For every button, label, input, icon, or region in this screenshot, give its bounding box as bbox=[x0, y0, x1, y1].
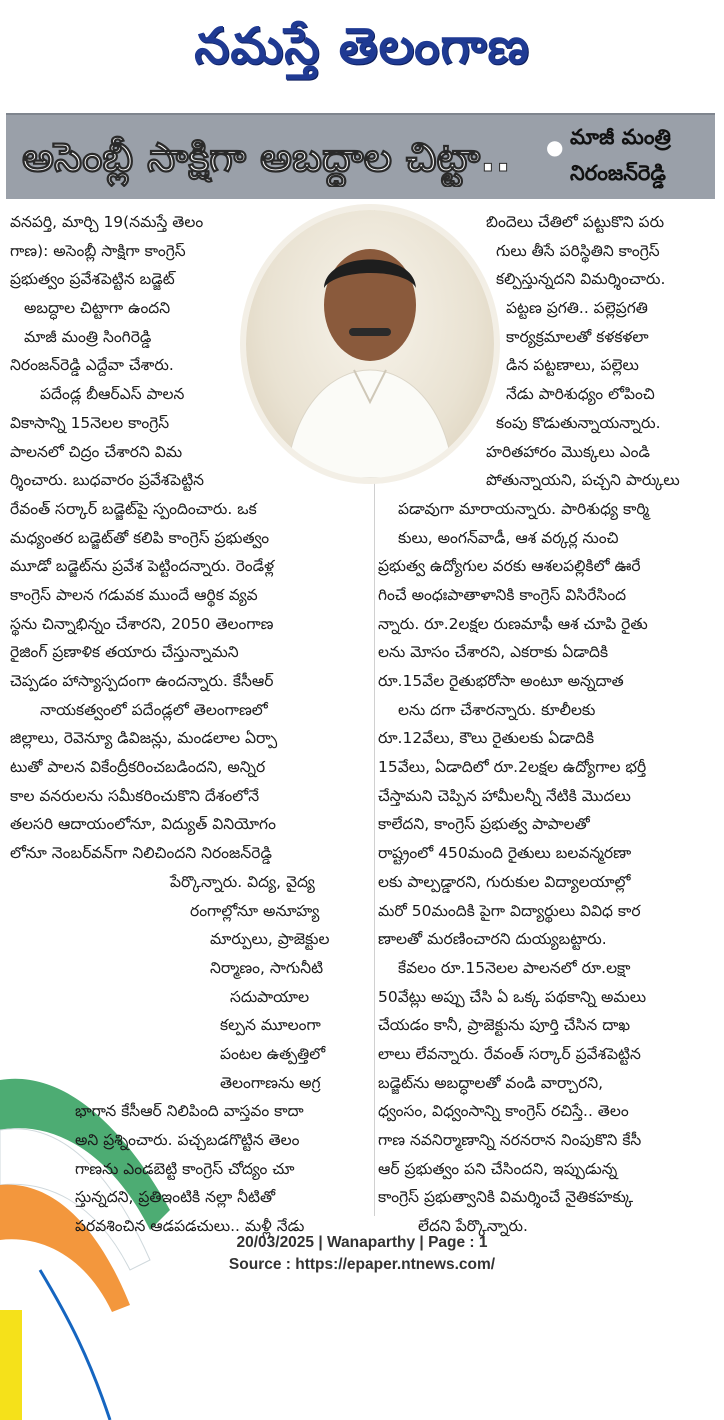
text-line: కులు, అంగన్‌వాడీ, ఆశ వర్కర్ల నుంచి bbox=[398, 528, 619, 547]
text-line: ణాలతో మరణించారని దుయ్యబట్టారు. bbox=[378, 930, 607, 949]
text-line: పంటల ఉత్పత్తిలో bbox=[220, 1044, 326, 1063]
text-line: కాంగ్రెస్ పాలన గడువక ముందే ఆర్థిక వ్యవ bbox=[10, 585, 258, 604]
text-line: రైజింగ్ ప్రణాళిక తయారు చేస్తున్నామని bbox=[10, 643, 239, 662]
text-line: కార్యక్రమాలతో కళకళలా bbox=[506, 327, 649, 346]
text-line: స్థను చిన్నాభిన్నం చేశారని, 2050 తెలంగాణ bbox=[10, 614, 274, 633]
text-line: బిందెలు చేతిలో పట్టుకొని పరు bbox=[486, 213, 665, 231]
text-line: లను దగా చేశారన్నారు. కూలీలకు bbox=[398, 700, 596, 719]
text-line: గాణ): అసెంబ్లీ సాక్షిగా కాంగ్రెస్ bbox=[10, 241, 186, 260]
text-line: వికాసాన్ని 15నెలల కాంగ్రెస్ bbox=[10, 413, 170, 432]
text-line: రాష్ట్రంలో 450మంది రైతులు బలవన్మరణా bbox=[378, 844, 632, 863]
text-line: పరవశించిన ఆడపడచులు.. మళ్లీ నేడు bbox=[75, 1217, 305, 1236]
article-body bbox=[0, 200, 724, 1236]
text-line: మరో 50మందికి పైగా విద్యార్థులు వివిధ కార bbox=[378, 901, 641, 920]
text-line: డిన పట్టణాలు, పల్లెలు bbox=[506, 356, 639, 375]
text-line: మూడో బడ్జెట్‌ను ప్రవేశ పెట్టిందన్నారు. రెండేళ్ల bbox=[10, 557, 275, 576]
text-line: చేస్తామని చెప్పిన హామీలన్నీ నేటికి మొదలు bbox=[378, 786, 631, 805]
text-line: తలసరి ఆదాయంలోనూ, విద్యుత్ వినియోగం bbox=[10, 815, 276, 834]
text-line: సదుపాయాల bbox=[230, 987, 310, 1006]
headline-bar bbox=[6, 113, 715, 199]
text-line: గించే అంధఃపాతాళానికి కాంగ్రెస్ విసిరేసింద bbox=[378, 585, 627, 604]
text-line: పోతున్నాయని, పచ్చని పార్కులు bbox=[486, 471, 680, 490]
text-line: మాజీ మంత్రి సింగిరెడ్డి bbox=[24, 327, 152, 346]
text-line: లను మోసం చేశారని, ఎకరాకు ఏడాదికి bbox=[378, 643, 609, 662]
text-line: కంపు కొడుతున్నాయన్నారు. bbox=[496, 413, 661, 432]
left-column bbox=[10, 208, 370, 1241]
text-line: రేవంత్ సర్కార్ బడ్జెట్‌పై స్పందించారు. ఒక bbox=[10, 499, 257, 518]
text-line: నేడు పారిశుధ్యం లోపించి bbox=[506, 385, 655, 404]
text-line: కేవలం రూ.15నెలల పాలనలో రూ.లక్షా bbox=[398, 958, 631, 977]
byline-name: నిరంజన్‌రెడ్డి bbox=[570, 161, 666, 185]
bullet-icon: ● bbox=[546, 135, 564, 159]
edition-info: 20/03/2025 | Wanaparthy | Page : 1 bbox=[236, 1234, 488, 1251]
text-line: కాలేదని, కాంగ్రెస్ ప్రభుత్వ పాపాలతో bbox=[378, 815, 590, 834]
text-line: కాల వనరులను సమీకరించుకొని దేశంలోనే bbox=[10, 786, 260, 805]
text-line: పదేండ్ల బీఆర్‌ఎస్ పాలన bbox=[40, 385, 185, 404]
text-line: చేయడం కానీ, ప్రాజెక్టును పూర్తి చేసిన దాఖ bbox=[378, 1016, 631, 1035]
text-line: రంగాల్లోనూ అనూహ్య bbox=[190, 901, 320, 920]
text-line: టుతో పాలన వికేంద్రీకరించబడిందని, అన్నిర bbox=[10, 758, 266, 777]
text-line: జిల్లాలు, రెవెన్యూ డివిజన్లు, మండలాల ఏర్పా bbox=[10, 729, 278, 748]
text-line: మార్పులు, ప్రాజెక్టుల bbox=[210, 930, 330, 949]
newspaper-title: నమస్తే తెలంగాణ bbox=[194, 17, 530, 75]
text-line: లోనూ నెంబర్‌వన్‌గా నిలిచిందని నిరంజన్‌రెడ్డి bbox=[10, 844, 272, 863]
text-line: ర్శించారు. బుధవారం ప్రవేశపెట్టిన bbox=[10, 471, 205, 490]
masthead bbox=[0, 0, 724, 105]
text-line: గులు తీసే పరిస్థితిని కాంగ్రెస్ bbox=[496, 241, 660, 260]
byline-title: మాజీ మంత్రి bbox=[570, 125, 671, 149]
text-line: రూ.12వేలు, కౌలు రైతులకు ఏడాదికి bbox=[378, 729, 595, 748]
text-line: నిరంజన్‌రెడ్డి ఎద్దేవా చేశారు. bbox=[10, 356, 174, 375]
text-line: గాణను ఎండబెట్టి కాంగ్రెస్ చోద్యం చూ bbox=[75, 1159, 295, 1178]
text-line: రూ.15వేల రైతుభరోసా అంటూ అన్నదాత bbox=[378, 672, 624, 690]
text-line: 50వేట్లు అప్పు చేసి ఏ ఒక్క పథకాన్ని అమలు bbox=[378, 987, 647, 1006]
text-line: అని ప్రశ్నించారు. పచ్చబడగొట్టిన తెలం bbox=[75, 1131, 300, 1149]
text-line: కల్పన మూలంగా bbox=[220, 1016, 321, 1035]
text-line: పాలనలో చిద్రం చేశారని విమ bbox=[10, 442, 183, 461]
text-line: ఆర్ ప్రభుత్వం పని చేసిందని, ఇప్పుడున్న bbox=[378, 1159, 618, 1178]
text-line: నాయకత్వంలో పదేండ్లలో తెలంగాణలో bbox=[40, 700, 268, 719]
byline bbox=[546, 123, 706, 193]
text-line: పేర్కొన్నారు. విద్య, వైద్య bbox=[170, 872, 315, 891]
text-line: లేదని పేర్కొన్నారు. bbox=[418, 1217, 528, 1236]
footer bbox=[0, 1232, 724, 1276]
text-line: పట్టణ ప్రగతి.. పల్లెప్రగతి bbox=[506, 299, 648, 318]
text-line: ప్రభుత్వ ఉద్యోగుల వరకు ఆశలపల్లికిలో ఊరే bbox=[378, 557, 641, 576]
text-line: ధ్వంసం, విధ్వంసాన్ని కాంగ్రెస్ రచిస్తే.. తెలం bbox=[378, 1102, 629, 1121]
text-line: 15వేలు, ఏడాదిలో రూ.2లక్షల ఉద్యోగాల భర్తీ bbox=[378, 758, 647, 777]
text-line: పడావుగా మారాయన్నారు. పారిశుధ్య కార్మి bbox=[398, 499, 650, 518]
text-line: కల్పిస్తున్నదని విమర్శించారు. bbox=[496, 270, 666, 289]
right-column bbox=[378, 208, 715, 1241]
text-line: వనపర్తి, మార్చి 19(నమస్తే తెలం bbox=[10, 213, 204, 231]
text-line: నిర్మాణం, సాగునీటి bbox=[210, 958, 324, 977]
text-line: ప్రభుత్వం ప్రవేశపెట్టిన బడ్జెట్ bbox=[10, 270, 175, 289]
text-line: తెలంగాణను అగ్ర bbox=[220, 1073, 321, 1092]
text-line: గాణ నవనిర్మాణాన్ని నరనరాన నింపుకొని కేసీ bbox=[378, 1131, 642, 1149]
text-line: మధ్యంతర బడ్జెట్‌తో కలిపి కాంగ్రెస్ ప్రభుత్వం bbox=[10, 528, 270, 547]
text-line: హరితహారం మొక్కలు ఎండి bbox=[486, 442, 650, 461]
article-headline: అసెంబ్లీ సాక్షిగా అబద్ధాల చిట్టా.. bbox=[22, 135, 511, 181]
text-line: చెప్పడం హాస్యాస్పదంగా ఉందన్నారు. కేసీఆర్ bbox=[10, 672, 274, 690]
text-line: అబద్ధాల చిట్టాగా ఉందని bbox=[24, 299, 171, 318]
text-line: కాంగ్రెస్ ప్రభుత్వానికి విమర్శించే నైతికహక్కు bbox=[378, 1188, 634, 1207]
source-info: Source : https://epaper.ntnews.com/ bbox=[228, 1256, 496, 1273]
text-line: భాగాన కేసీఆర్ నిలిపింది వాస్తవం కాదా bbox=[75, 1102, 304, 1121]
text-line: లకు పాల్పడ్డారని, గురుకుల విద్యాలయాల్లో bbox=[378, 872, 631, 891]
text-line: లాలు లేవన్నారు. రేవంత్ సర్కార్ ప్రవేశపెట్టిన bbox=[378, 1044, 641, 1063]
text-line: స్తున్నదని, ప్రతిఇంటికి నల్లా నీటితో bbox=[75, 1188, 276, 1207]
text-line: న్నారు. రూ.2లక్షల రుణమాఫీ ఆశ చూపి రైతు bbox=[378, 614, 648, 633]
text-line: బడ్జెట్‌ను అబద్ధాలతో వండి వార్చారని, bbox=[378, 1073, 604, 1092]
